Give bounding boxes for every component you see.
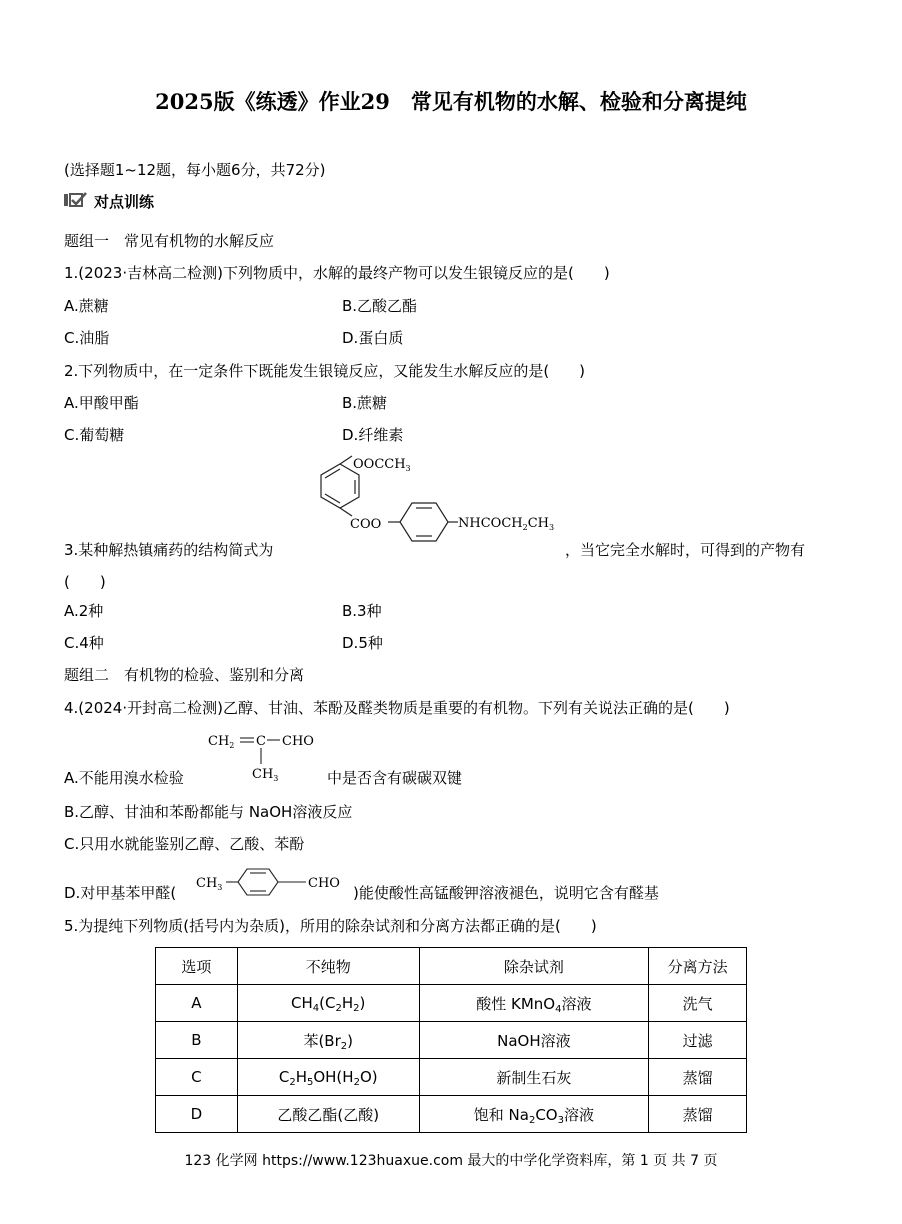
- group-heading-2: 题组二 有机物的检验、鉴别和分离: [64, 666, 305, 684]
- question-1-stem: 1.(2023·吉林高二检测)下列物质中，水解的最终产物可以发生银镜反应的是( ): [64, 264, 610, 282]
- question-4-option-a-end: 中是否含有碳碳双键: [327, 769, 463, 787]
- question-2-option-d: D.纤维素: [342, 426, 404, 444]
- table-cell-reagent: 饱和 $Na_2CO_3$溶液: [419, 1096, 649, 1133]
- table-cell-method: 洗气: [649, 985, 747, 1022]
- table-cell-method: 蒸馏: [649, 1059, 747, 1096]
- struct-label-ch3: $CH_3$: [252, 767, 279, 783]
- question-2-option-c: C.葡萄糖: [64, 426, 125, 444]
- question-3-option-b: B.3种: [342, 602, 382, 620]
- struct-label-c: C: [256, 734, 266, 749]
- question-3-option-a: A.2种: [64, 602, 104, 620]
- question-2-option-a: A.甲酸甲酯: [64, 394, 139, 412]
- question-2-stem: 2.下列物质中，在一定条件下既能发生银镜反应，又能发生水解反应的是( ): [64, 362, 586, 380]
- table-header-row: [156, 948, 747, 985]
- question-3-stem-start: 3.某种解热镇痛药的结构简式为: [64, 541, 274, 559]
- question-1-option-b: B.乙酸乙酯: [342, 297, 418, 315]
- table-cell-option: C: [156, 1059, 238, 1096]
- table-cell-impure: $C_2H_5OH(H_2O)$: [237, 1059, 419, 1096]
- p-tolualdehyde-structure: [194, 866, 350, 900]
- question-3-option-c: C.4种: [64, 634, 104, 652]
- group-heading-1: 题组一 常见有机物的水解反应: [64, 232, 275, 250]
- table-cell-method: 过滤: [649, 1022, 747, 1059]
- table-row: [156, 1096, 747, 1133]
- section-title: 对点训练: [94, 193, 155, 211]
- question-2-option-b: B.蔗糖: [342, 394, 388, 412]
- struct-label-cho: CHO: [282, 734, 314, 749]
- table-row: [156, 1022, 747, 1059]
- question-4-option-d-end: )能使酸性高锰酸钾溶液褪色，说明它含有醛基: [353, 884, 659, 902]
- question-1-option-d: D.蛋白质: [342, 329, 404, 347]
- question-4-stem: 4.(2024·开封高二检测)乙醇、甘油、苯酚及醛类物质是重要的有机物。下列有关说法正确的是( ): [64, 699, 730, 717]
- struct-label-ch2: $CH_2$: [208, 734, 235, 750]
- aspirin-like-structure: [300, 452, 562, 556]
- table-cell-impure: 乙酸乙酯(乙酸): [237, 1096, 419, 1133]
- table-cell-impure: $CH_4(C_2H_2)$: [237, 985, 419, 1022]
- check-icon: [64, 192, 88, 212]
- table-cell-reagent: 酸性 KMnO$_4$溶液: [419, 985, 649, 1022]
- table-cell-option: A: [156, 985, 238, 1022]
- question-3-option-d: D.5种: [342, 634, 383, 652]
- table-cell-impure: 苯$(Br_2)$: [237, 1022, 419, 1059]
- purification-table: [155, 947, 747, 1133]
- struct-label-ch3-left: $CH_3$: [196, 876, 223, 892]
- table-cell-reagent: 新制生石灰: [419, 1059, 649, 1096]
- page-footer: 123 化学网 https://www.123huaxue.com 最大的中学化学资料库，第 1 页 共 7 页: [184, 1153, 718, 1169]
- question-4-option-a-start: A.不能用溴水检验: [64, 769, 184, 787]
- question-4-option-d-start: D.对甲基苯甲醛(: [64, 884, 177, 902]
- methacrolein-structure: [206, 728, 324, 784]
- table-header-cell: 分离方法: [649, 948, 747, 985]
- struct-label-coo: COO: [350, 517, 382, 532]
- table-cell-reagent: NaOH溶液: [419, 1022, 649, 1059]
- question-1-option-a: A.蔗糖: [64, 297, 109, 315]
- question-5-stem: 5.为提纯下列物质(括号内为杂质)，所用的除杂试剂和分离方法都正确的是( ): [64, 917, 597, 935]
- page-title: 2025版《练透》作业29 常见有机物的水解、检验和分离提纯: [155, 89, 747, 114]
- question-4-option-b: B.乙醇、甘油和苯酚都能与 NaOH溶液反应: [64, 803, 353, 821]
- table-row: [156, 1059, 747, 1096]
- table-cell-option: D: [156, 1096, 238, 1133]
- table-header-cell: 除杂试剂: [419, 948, 649, 985]
- question-3-stem-end: ，当它完全水解时，可得到的产物有: [565, 541, 806, 559]
- instructions: (选择题1~12题，每小题6分，共72分): [64, 161, 326, 179]
- table-header-cell: 不纯物: [237, 948, 419, 985]
- question-4-option-c: C.只用水就能鉴别乙醇、乙酸、苯酚: [64, 835, 305, 853]
- struct-label-amide: $NHCOCH_2CH_3$: [458, 516, 555, 532]
- struct-label-cho-right: CHO: [308, 876, 340, 891]
- question-1-option-c: C.油脂: [64, 329, 110, 347]
- table-cell-option: B: [156, 1022, 238, 1059]
- section-header: [64, 191, 154, 212]
- table-cell-method: 蒸馏: [649, 1096, 747, 1133]
- table-row: [156, 985, 747, 1022]
- struct-label-top: $OOCCH_3$: [353, 457, 411, 473]
- table-header-cell: 选项: [156, 948, 238, 985]
- question-3-stem-cont: ( ): [64, 573, 106, 591]
